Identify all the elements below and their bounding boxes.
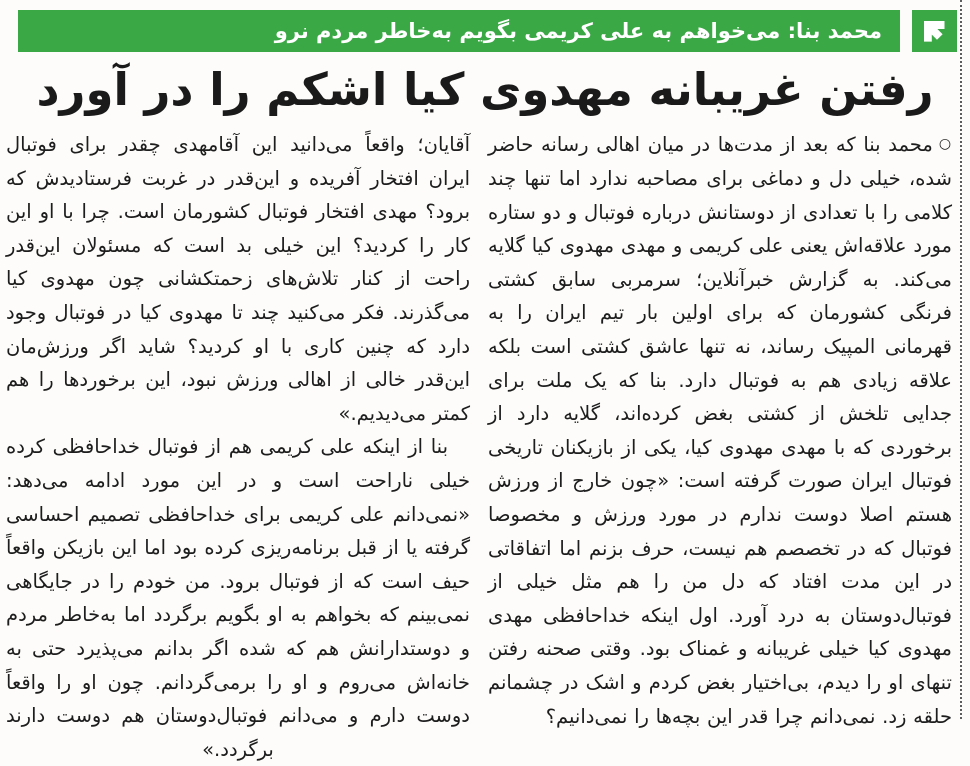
kicker-text: محمد بنا: می‌خواهم به علی کریمی بگویم به‌خاطر مردم نرو	[274, 18, 882, 43]
article-paragraph: ○ محمد بنا که بعد از مدت‌ها در میان اهالی رسانه حاضر شده، خیلی دل و دماغی برای مصاحبه ندارد اما تنها چند کلامی را با تعدادی از دوستانش درباره فوتبال و دو ستاره مورد علاقه‌اش یعنی علی کریمی و مهدی مهدوی کیا گلایه می‌کند. به گزارش خبرآنلاین؛ سرمربی سابق کشتی فرنگی کشورمان که برای اولین بار تیم ایران را به قهرمانی المپیک رساند، نه تنها عاشق کشتی است بلکه علاقه زیادی هم به فوتبال دارد. بنا که یک ملت برای جدایی تلخش از کشتی بغض کرده‌اند، گلایه دارد از برخوردی که با مهدی مهدوی کیا، یکی از بازیکنان تاریخی فوتبال ایران صورت گرفته است: «چون خارج از ورزش هستم اصلا دوست ندارم در مورد ورزش و مخصوصا فوتبال که در تخصصم هم نیست، حرف بزنم اما اتفاقاتی در این مدت افتاد که دل من را هم مثل خیلی از فوتبال‌دوستان به درد آورد. اول اینکه خداحافظی مهدی مهدوی کیا خیلی غریبانه و غمناک بود. وقتی صحنه رفتن تنهای او را دیدم، بی‌اختیار بغض کردم و اشک در چشمانم حلقه زد. نمی‌دانم چرا قدر این بچه‌ها را نمی‌دانیم؟	[488, 128, 952, 733]
kicker-bar	[18, 10, 900, 52]
article-body	[6, 128, 952, 761]
arrow-down-left-icon	[912, 10, 957, 52]
headline-text: رفتن غریبانه مهدوی کیا اشکم را در آورد	[36, 63, 934, 117]
article-paragraph: آقایان؛ واقعاً می‌دانید این آقامهدی چقدر برای فوتبال ایران افتخار آفریده و این‌قدر در غربت فرستادیدش که برود؟ مهدی افتخار فوتبال کشورمان است. چرا با او این کار را کردید؟ این خیلی بد است که مسئولان این‌قدر راحت از کنار تلاش‌های زحمتکشانی چون مهدوی کیا می‌گذرند. فکر می‌کنید چند تا مهدوی کیا در فوتبال وجود دارد که چنین کاری با او کردید؟ شاید اگر ورزش‌مان این‌قدر خالی از اهالی ورزش نبود، این برخوردها را هم کمتر می‌دیدیم.»	[6, 133, 470, 425]
article-paragraph: بنا از اینکه علی کریمی هم از فوتبال خداحافظی کرده خیلی ناراحت است و در این مورد ادامه می‌دهد: «نمی‌دانم علی کریمی برای خداحافظی تصمیم احساسی گرفته یا از قبل برنامه‌ریزی کرده بود اما این بازیکن واقعاً حیف است که از فوتبال برود. من خودم را در جایگاهی نمی‌بینم که بخواهم به او بگویم برگردد اما به‌خاطر مردم و دوستدارانش هم که شده اگر بدانم می‌پذیرد حتی به خانه‌اش می‌روم و او را برمی‌گردانم. چون او را واقعاً دوست دارم و می‌دانم فوتبال‌دوستان هم دوست دارند برگردد.»	[6, 435, 470, 761]
article-column-right	[488, 128, 952, 728]
article-column-left	[6, 128, 470, 761]
page-title	[0, 57, 970, 123]
